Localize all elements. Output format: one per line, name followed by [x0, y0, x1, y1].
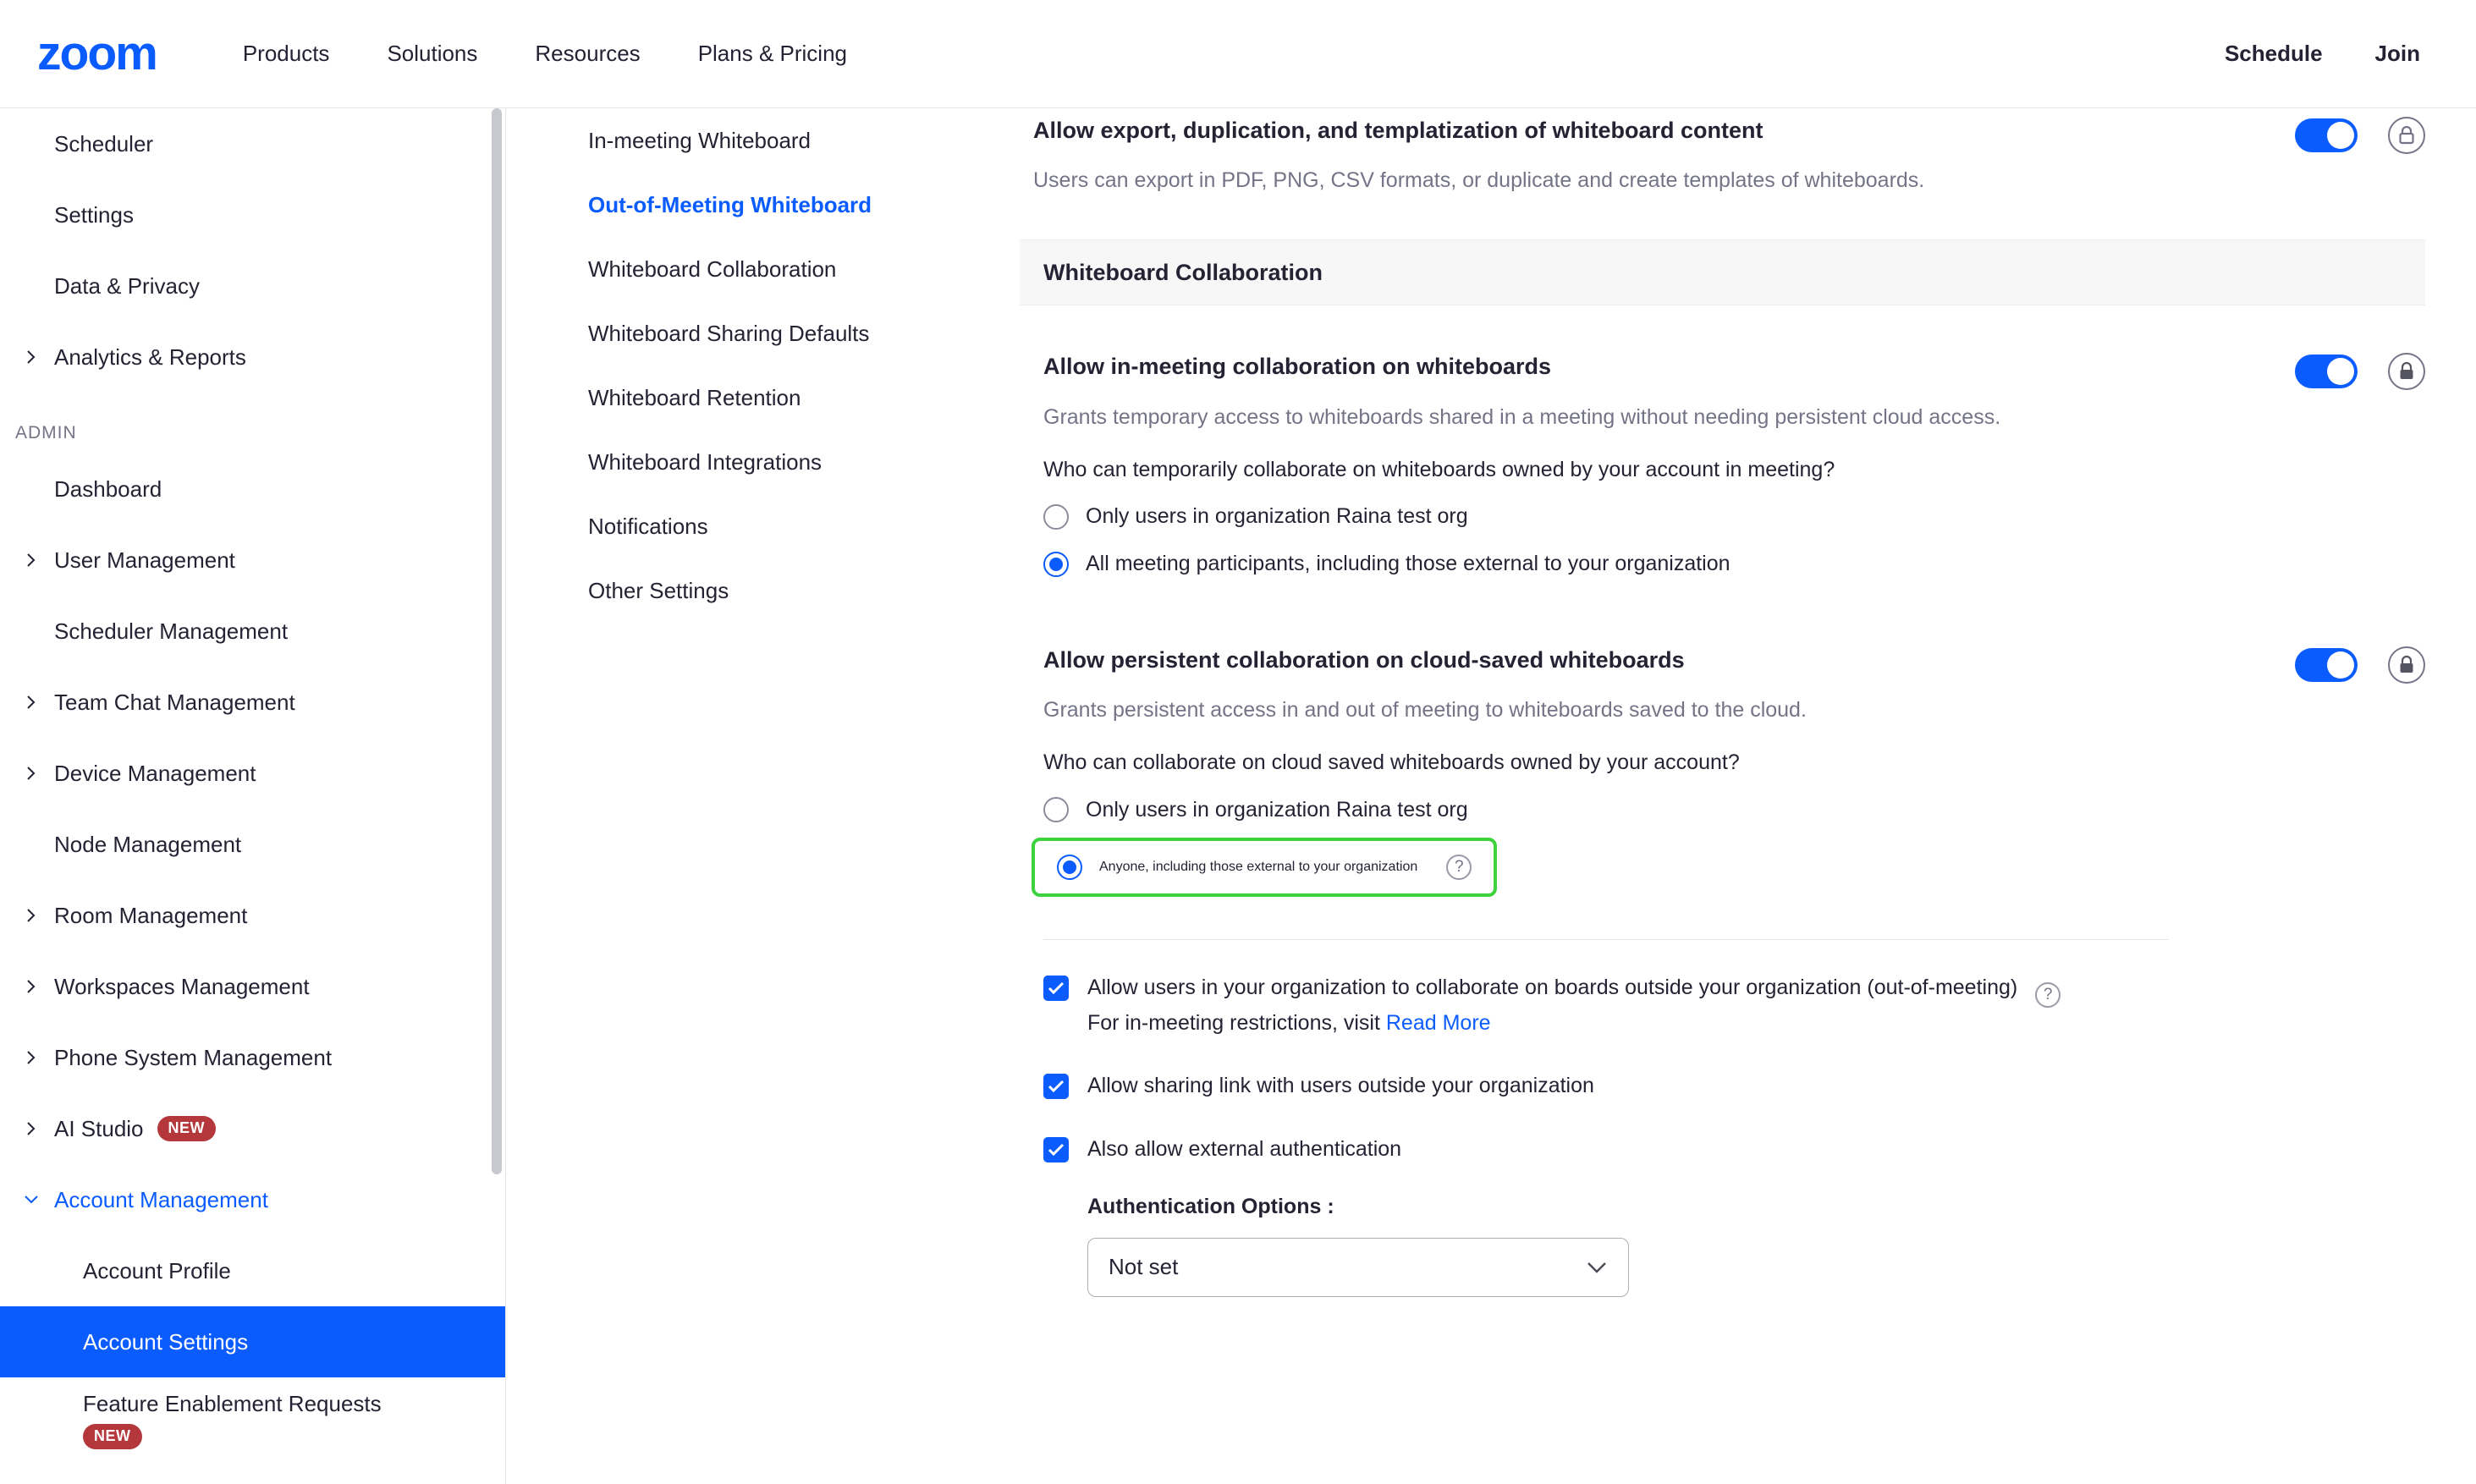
checkbox-checked[interactable]	[1043, 1137, 1069, 1162]
checkbox-group	[1020, 972, 2425, 1297]
lock-icon[interactable]	[2388, 353, 2425, 390]
chevron-right-icon	[24, 1121, 39, 1136]
sidebar-item-user-management[interactable]	[0, 525, 505, 596]
checkbox-label: Also allow external authentication	[1087, 1136, 1402, 1161]
setting-controls	[2295, 645, 2425, 684]
subnav-item-out-of-meeting-whiteboard[interactable]: Out-of-Meeting Whiteboard	[588, 191, 872, 217]
nav-item-solutions[interactable]: Solutions	[387, 41, 478, 66]
authentication-options-value: Not set	[1109, 1254, 1179, 1280]
authentication-options-label: Authentication Options :	[1087, 1194, 1334, 1218]
sidebar-item-label: Dashboard	[54, 475, 162, 502]
sidebar-item-label: User Management	[54, 547, 235, 573]
radio-label: Only users in organization Raina test org	[1086, 797, 1468, 822]
sidebar-item-scheduler[interactable]	[0, 108, 505, 179]
sidebar-item-account-management[interactable]	[0, 1164, 505, 1235]
persistent-collaboration-toggle[interactable]	[2295, 648, 2358, 682]
setting-question: Who can collaborate on cloud saved whiteboards owned by your account?	[1043, 750, 1740, 775]
sidebar-item-node-management[interactable]	[0, 809, 505, 880]
subnav-item-notifications[interactable]: Notifications	[588, 513, 708, 539]
chevron-right-icon	[24, 1050, 39, 1065]
radio-button-selected[interactable]	[1057, 855, 1082, 880]
sidebar-scrollbar[interactable]	[492, 108, 502, 1174]
sidebar-item-scheduler-management[interactable]	[0, 596, 505, 667]
setting-title: Allow export, duplication, and templatization of whiteboard content	[1033, 118, 1763, 143]
help-icon[interactable]: ?	[2035, 982, 2061, 1008]
top-navigation-bar	[0, 0, 2476, 108]
sidebar-item-workspaces-management[interactable]	[0, 951, 505, 1022]
subnav-item-other-settings[interactable]: Other Settings	[588, 577, 729, 603]
setting-controls	[2295, 351, 2425, 390]
sidebar-item-label: Team Chat Management	[54, 689, 295, 715]
sidebar-item-account-profile[interactable]	[0, 1235, 505, 1306]
authentication-options-select[interactable]	[1087, 1238, 1629, 1297]
subnav-item-in-meeting-whiteboard[interactable]: In-meeting Whiteboard	[588, 127, 812, 153]
chevron-right-icon	[24, 695, 39, 710]
setting-description: Grants temporary access to whiteboards shared in a meeting without needing persistent cloud access.	[1043, 404, 2001, 429]
subnav-item-whiteboard-retention[interactable]: Whiteboard Retention	[588, 384, 801, 410]
checkbox-label: Allow users in your organization to collaborate on boards outside your organization (out-of-meeting)	[1087, 976, 2018, 1000]
sidebar-item-label: Data & Privacy	[54, 272, 200, 299]
radio-button[interactable]	[1043, 797, 1069, 822]
radio-option-anyone-external-highlighted[interactable]	[1032, 838, 1497, 897]
sidebar-item-feature-enablement-requests[interactable]	[0, 1377, 505, 1461]
top-nav-links	[214, 41, 876, 67]
sidebar-item-label: Feature Enablement Requests	[83, 1391, 382, 1416]
join-button[interactable]: Join	[2374, 41, 2420, 66]
in-meeting-collaboration-toggle[interactable]	[2295, 355, 2358, 388]
sidebar-item-analytics-reports[interactable]	[0, 322, 505, 393]
new-badge: NEW	[83, 1424, 142, 1449]
top-nav-actions	[2225, 41, 2439, 67]
checkbox-external-authentication[interactable]	[1043, 1134, 2425, 1164]
radio-option-all-participants[interactable]	[1043, 552, 2295, 577]
export-toggle[interactable]	[2295, 118, 2358, 152]
sidebar-item-data-privacy[interactable]	[0, 250, 505, 322]
sidebar-item-dashboard[interactable]	[0, 453, 505, 525]
sidebar-item-ai-studio[interactable]	[0, 1093, 505, 1164]
radio-option-only-users-in-org[interactable]	[1043, 504, 2295, 530]
setting-controls	[2295, 115, 2425, 154]
sidebar-item-label: Workspaces Management	[54, 973, 310, 999]
sidebar-item-team-chat-management[interactable]	[0, 667, 505, 738]
sidebar-item-label: Settings	[54, 201, 134, 228]
chevron-right-icon	[24, 979, 39, 994]
radio-button-selected[interactable]	[1043, 552, 1069, 577]
sidebar-item-label: Account Profile	[83, 1257, 231, 1283]
content-divider	[1043, 939, 2169, 940]
nav-item-plans-pricing[interactable]: Plans & Pricing	[697, 41, 847, 66]
radio-label: Anyone, including those external to your organization	[1099, 860, 1418, 875]
chevron-right-icon	[24, 908, 39, 923]
lock-icon[interactable]	[2388, 646, 2425, 684]
subnav-item-whiteboard-collaboration[interactable]: Whiteboard Collaboration	[588, 256, 837, 282]
setting-title: Allow in-meeting collaboration on whiteboards	[1043, 354, 1552, 380]
section-header-whiteboard-collaboration: Whiteboard Collaboration	[1020, 239, 2425, 305]
chevron-down-icon	[24, 1192, 39, 1207]
sidebar-item-label: Account Management	[54, 1186, 268, 1212]
setting-export-duplication	[1020, 108, 2425, 195]
sidebar-item-label: Account Settings	[83, 1328, 249, 1355]
sidebar-item-settings[interactable]	[0, 179, 505, 250]
lock-icon[interactable]	[2388, 117, 2425, 154]
sidebar-section-admin: ADMIN	[15, 423, 77, 442]
subnav-item-whiteboard-sharing-defaults[interactable]: Whiteboard Sharing Defaults	[588, 320, 870, 346]
in-meeting-restrictions-text: For in-meeting restrictions, visit	[1087, 1011, 1386, 1036]
sidebar-item-label: Node Management	[54, 831, 242, 857]
sidebar-item-label: Device Management	[54, 760, 256, 786]
chevron-right-icon	[24, 349, 39, 365]
chevron-down-icon	[1586, 1254, 1608, 1280]
sidebar-item-room-management[interactable]	[0, 880, 505, 951]
whiteboard-settings-subnav	[507, 108, 1010, 1484]
sidebar-item-device-management[interactable]	[0, 738, 505, 809]
checkbox-checked[interactable]	[1043, 976, 1069, 1001]
setting-in-meeting-collaboration	[1020, 305, 2425, 576]
sidebar-item-label: Room Management	[54, 902, 248, 928]
nav-item-products[interactable]: Products	[242, 41, 330, 66]
checkbox-checked[interactable]	[1043, 1074, 1069, 1099]
zoom-logo[interactable]: zoom	[37, 26, 157, 80]
chevron-right-icon	[24, 766, 39, 781]
chevron-right-icon	[24, 552, 39, 568]
nav-item-resources[interactable]: Resources	[535, 41, 641, 66]
checkbox-label: Allow sharing link with users outside your organization	[1087, 1074, 1594, 1098]
setting-description: Grants persistent access in and out of meeting to whiteboards saved to the cloud.	[1043, 698, 1807, 723]
sidebar-item-phone-system-management[interactable]	[0, 1022, 505, 1093]
help-icon[interactable]: ?	[1446, 855, 1472, 880]
sidebar-item-account-settings[interactable]	[0, 1306, 505, 1377]
sidebar-item-label: Phone System Management	[54, 1044, 333, 1070]
main-content	[1010, 108, 2476, 1484]
setting-question: Who can temporarily collaborate on whiteboards owned by your account in meeting?	[1043, 457, 1835, 481]
checkbox-collaborate-outside-org[interactable]	[1043, 972, 2425, 1038]
sidebar-item-label: Scheduler	[54, 130, 154, 157]
checkbox-sharing-link-outside-org[interactable]	[1043, 1070, 2425, 1101]
setting-persistent-collaboration	[1020, 577, 2425, 897]
radio-label: Only users in organization Raina test org	[1086, 504, 1468, 529]
radio-option-only-users-in-org-cloud[interactable]	[1043, 797, 2295, 822]
sidebar-item-label: Scheduler Management	[54, 618, 289, 644]
authentication-options-block	[1087, 1195, 2425, 1297]
checkbox-label-wrap	[1087, 972, 2061, 1038]
sidebar-item-label: AI Studio	[54, 1115, 144, 1141]
setting-title: Allow persistent collaboration on cloud-saved whiteboards	[1043, 646, 1685, 673]
left-sidebar[interactable]	[0, 108, 506, 1484]
sidebar-item-label: Analytics & Reports	[54, 344, 246, 370]
setting-description: Users can export in PDF, PNG, CSV formats, or duplicate and create templates of whiteboards.	[1033, 168, 1925, 193]
subnav-item-whiteboard-integrations[interactable]: Whiteboard Integrations	[588, 448, 823, 475]
read-more-link[interactable]: Read More	[1385, 1011, 1491, 1036]
schedule-button[interactable]: Schedule	[2224, 41, 2323, 66]
new-badge: NEW	[157, 1116, 217, 1141]
radio-button[interactable]	[1043, 504, 1069, 530]
radio-label: All meeting participants, including those external to your organization	[1086, 552, 1730, 576]
